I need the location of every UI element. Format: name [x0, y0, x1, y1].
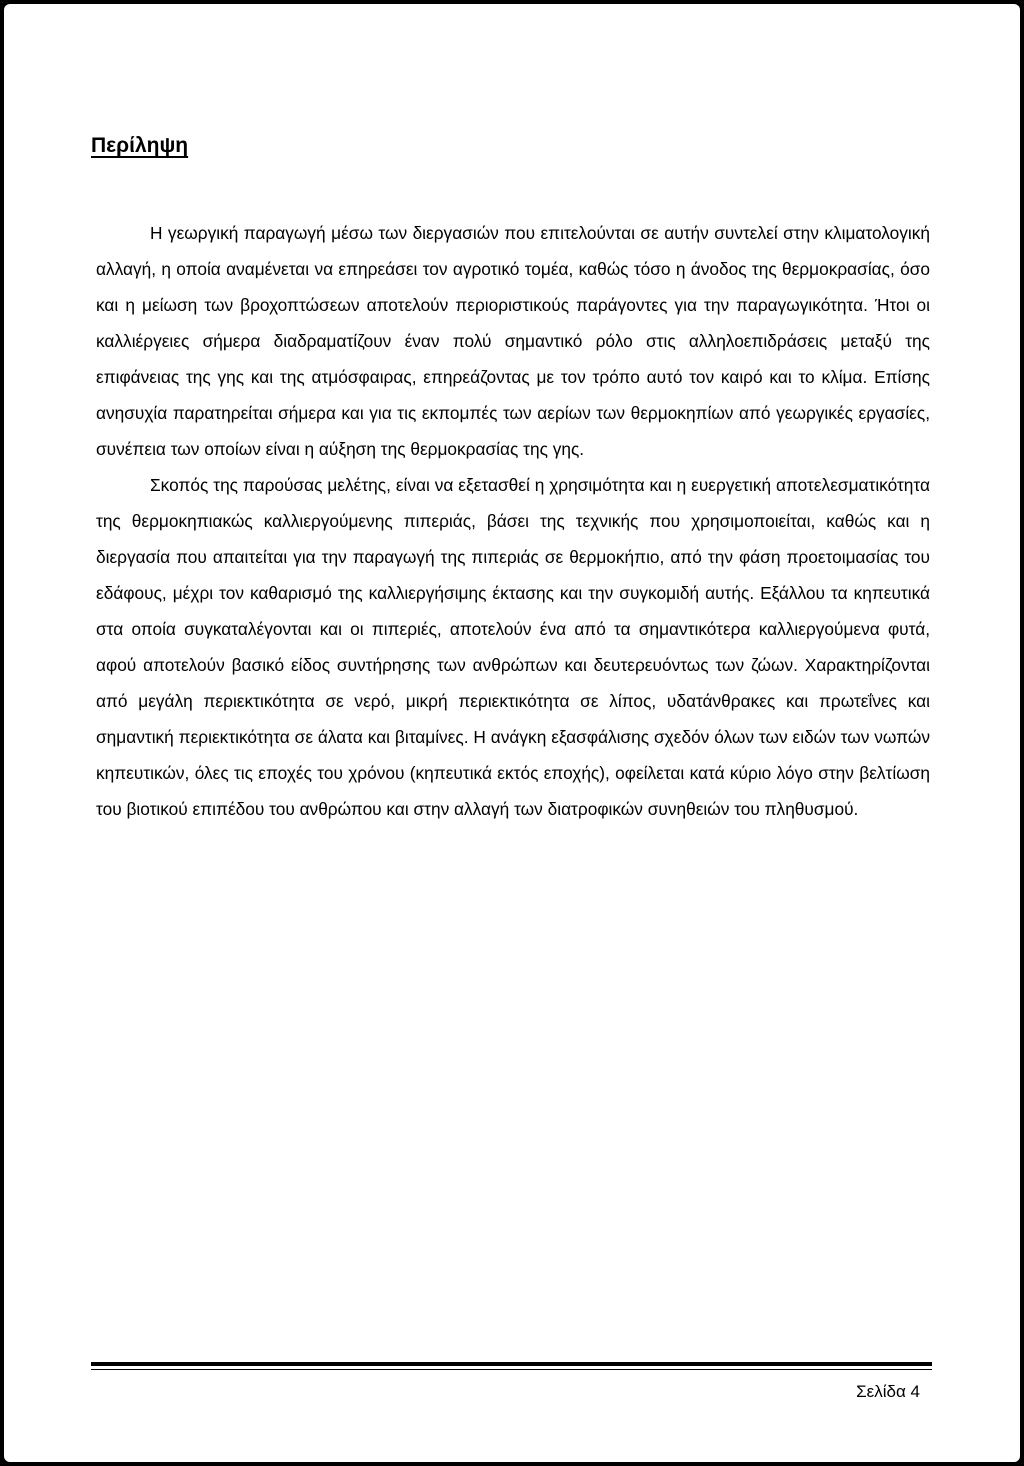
- summary-body: [96, 215, 930, 827]
- paragraph-2: Σκοπός της παρούσας μελέτης, είναι να εξετασθεί η χρησιμότητα και η ευεργετική αποτελεσματικότητα της θερμοκηπιακώς καλλιεργούμενης πιπεριάς, βάσει της τεχνικής που χρησιμοποιείται, καθώς και η διεργασία που απαιτείται για την παραγωγή της πιπεριάς σε θερμοκήπιο, από την φάση προετοιμασίας του εδάφους, μέχρι τον καθαρισμό της καλλιεργήσιμης έκτασης και την συγκομιδή αυτής. Εξάλλου τα κηπευτικά στα οποία συγκαταλέγονται και οι πιπεριές, αποτελούν ένα από τα σημαντικότερα καλλιεργούμενα φυτά, αφού αποτελούν βασικό είδος συντήρησης των ανθρώπων και δευτερευόντως των ζώων. Χαρακτηρίζονται από μεγάλη περιεκτικότητα σε νερό, μικρή περιεκτικότητα σε λίπος, υδατάνθρακες και πρωτεΐνες και σημαντική περιεκτικότητα σε άλατα και βιταμίνες. Η ανάγκη εξασφάλισης σχεδόν όλων των ειδών των νωπών κηπευτικών, όλες τις εποχές του χρόνου (κηπευτικά εκτός εποχής), οφείλεται κατά κύριο λόγο στην βελτίωση του βιοτικού επιπέδου του ανθρώπου και στην αλλαγή των διατροφικών συνηθειών του πληθυσμού.: [96, 475, 930, 819]
- section-heading: Περίληψη: [91, 134, 189, 157]
- footer-rule-thin: [91, 1369, 932, 1370]
- footer-rule-thick: [91, 1362, 932, 1366]
- page-number: Σελίδα 4: [856, 1382, 920, 1401]
- paragraph-1: Η γεωργική παραγωγή μέσω των διεργασιών που επιτελούνται σε αυτήν συντελεί στην κλιματολογική αλλαγή, η οποία αναμένεται να επηρεάσει τον αγροτικό τομέα, καθώς τόσο η άνοδος της θερμοκρασίας, όσο και η μείωση των βροχοπτώσεων αποτελούν περιοριστικούς παράγοντες για την παραγωγικότητα. Ήτοι οι καλλιέργειες σήμερα διαδραματίζουν έναν πολύ σημαντικό ρόλο στις αλληλοεπιδράσεις μεταξύ της επιφάνειας της γης και της ατμόσφαιρας, επηρεάζοντας με τον τρόπο αυτό τον καιρό και το κλίμα. Επίσης ανησυχία παρατηρείται σήμερα και για τις εκπομπές των αερίων των θερμοκηπίων από γεωργικές εργασίες, συνέπεια των οποίων είναι η αύξηση της θερμοκρασίας της γης.: [96, 223, 930, 459]
- document-page: [4, 4, 1020, 1462]
